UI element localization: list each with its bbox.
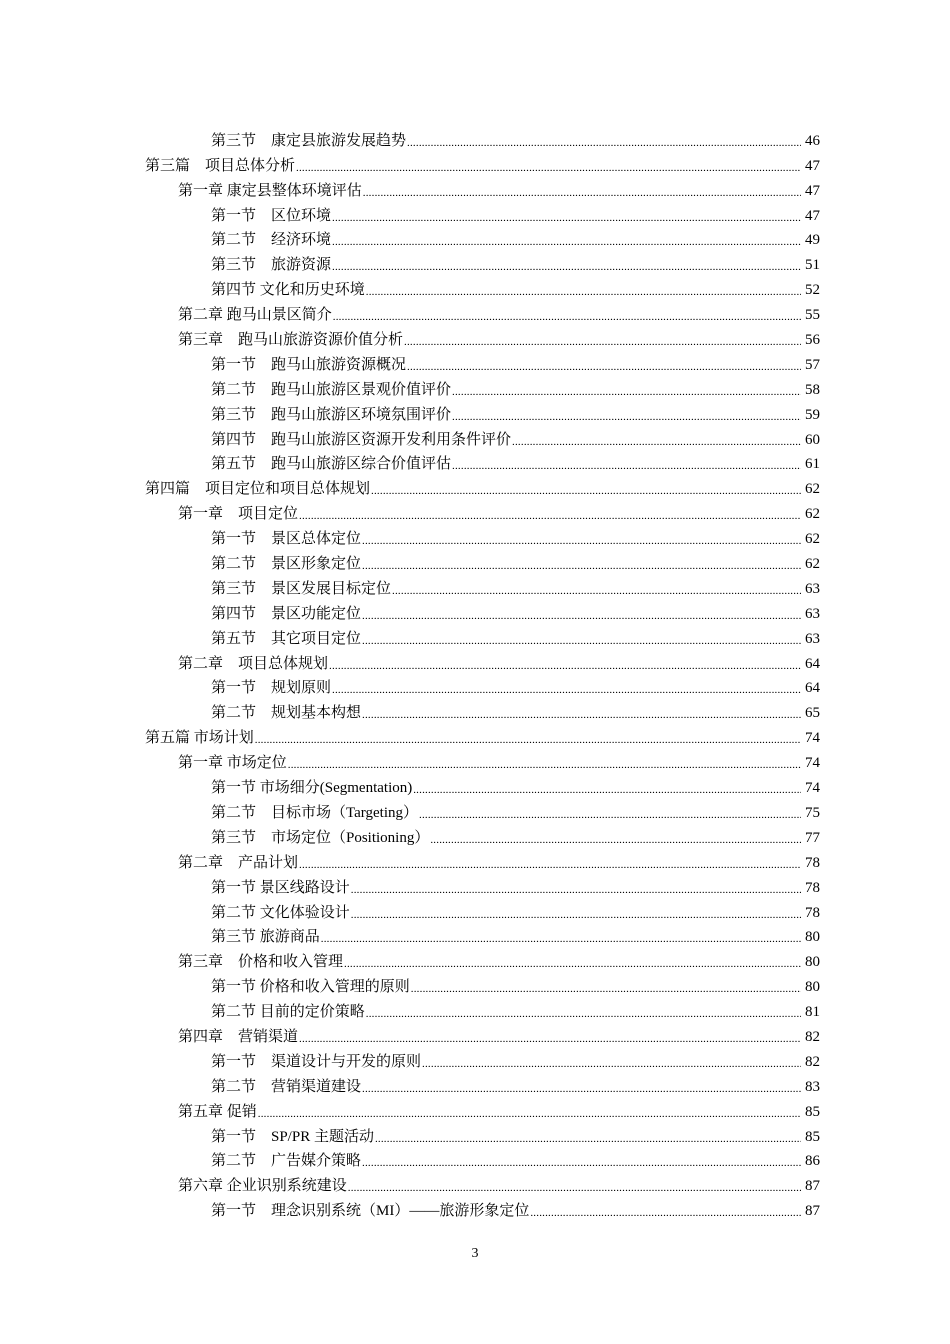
toc-entry[interactable] (0, 1170, 950, 1195)
toc-entry-title: 第四篇 项目定位和项目总体规划 (145, 481, 371, 498)
toc-entry-page-number: 63 (805, 630, 820, 647)
toc-entry-title: 第二节 经济环境 (211, 232, 332, 249)
dot-leader (430, 833, 801, 847)
toc-entry[interactable] (0, 822, 950, 847)
toc-entry-page-number: 62 (805, 531, 820, 548)
toc-entry-title: 第二节 景区形象定位 (211, 556, 362, 573)
toc-entry-page-number: 80 (805, 954, 820, 971)
toc-entry-title: 第一节 景区总体定位 (211, 531, 362, 548)
dot-leader (362, 609, 801, 623)
toc-entry-page-number: 74 (805, 730, 820, 747)
toc-entry[interactable] (0, 299, 950, 324)
dot-leader (407, 360, 801, 374)
dot-leader (333, 310, 801, 324)
dot-leader (299, 1032, 801, 1046)
toc-entry-title: 第四节 文化和历史环境 (211, 282, 365, 299)
toc-entry[interactable] (0, 722, 950, 747)
toc-entry[interactable] (0, 996, 950, 1021)
dot-leader (422, 1057, 801, 1071)
toc-entry-page-number: 86 (805, 1153, 820, 1170)
toc-entry-title: 第六章 企业识别系统建设 (178, 1178, 347, 1195)
toc-entry[interactable] (0, 971, 950, 996)
dot-leader (375, 1132, 801, 1146)
toc-entry-title: 第四节 跑马山旅游区资源开发利用条件评价 (211, 431, 512, 448)
toc-entry-title: 第二节 规划基本构想 (211, 705, 362, 722)
toc-entry-page-number: 87 (805, 1203, 820, 1220)
toc-entry[interactable] (0, 175, 950, 200)
dot-leader (332, 260, 801, 274)
dot-leader (452, 459, 801, 473)
toc-entry-title: 第三节 跑马山旅游区环境氛围评价 (211, 406, 452, 423)
toc-entry-title: 第一章 市场定位 (178, 755, 287, 772)
toc-entry-title: 第三节 景区发展目标定位 (211, 580, 392, 597)
dot-leader (512, 435, 801, 449)
toc-entry-page-number: 57 (805, 356, 820, 373)
dot-leader (362, 708, 801, 722)
toc-entry-page-number: 78 (805, 879, 820, 896)
toc-entry-page-number: 61 (805, 456, 820, 473)
dot-leader (366, 285, 801, 299)
toc-entry[interactable] (0, 648, 950, 673)
toc-entry-page-number: 74 (805, 780, 820, 797)
toc-entry-title: 第二章 项目总体规划 (178, 655, 329, 672)
toc-entry-page-number: 65 (805, 705, 820, 722)
dot-leader (321, 932, 801, 946)
toc-entry-page-number: 85 (805, 1128, 820, 1145)
toc-entry[interactable] (0, 473, 950, 498)
toc-entry-title: 第一节 跑马山旅游资源概况 (211, 356, 407, 373)
toc-entry[interactable] (0, 374, 950, 399)
toc-entry-title: 第三节 康定县旅游发展趋势 (211, 132, 407, 149)
toc-entry-page-number: 62 (805, 481, 820, 498)
dot-leader (258, 1107, 801, 1121)
toc-entry[interactable] (0, 623, 950, 648)
dot-leader (366, 1007, 801, 1021)
toc-entry[interactable] (0, 797, 950, 822)
toc-entry-title: 第二章 产品计划 (178, 854, 299, 871)
toc-entry-title: 第四节 景区功能定位 (211, 605, 362, 622)
toc-entry-page-number: 82 (805, 1028, 820, 1045)
dot-leader (363, 186, 801, 200)
toc-entry[interactable] (0, 349, 950, 374)
toc-entry-page-number: 75 (805, 804, 820, 821)
dot-leader (255, 733, 801, 747)
toc-entry[interactable] (0, 598, 950, 623)
toc-entry-title: 第三节 市场定位（Positioning） (211, 829, 430, 846)
toc-entry-page-number: 83 (805, 1078, 820, 1095)
toc-entry-page-number: 47 (805, 182, 820, 199)
toc-entry-title: 第五节 其它项目定位 (211, 630, 362, 647)
dot-leader (362, 1156, 801, 1170)
toc-entry[interactable] (0, 274, 950, 299)
toc-entry-page-number: 46 (805, 132, 820, 149)
toc-entry-page-number: 82 (805, 1053, 820, 1070)
dot-leader (362, 1082, 801, 1096)
toc-entry[interactable] (0, 324, 950, 349)
dot-leader (452, 410, 801, 424)
toc-entry-title: 第二节 文化体验设计 (211, 904, 350, 921)
toc-entry[interactable] (0, 697, 950, 722)
toc-entry-page-number: 55 (805, 307, 820, 324)
table-of-contents (0, 125, 950, 1220)
toc-entry[interactable] (0, 523, 950, 548)
toc-entry-page-number: 80 (805, 979, 820, 996)
toc-entry-page-number: 78 (805, 904, 820, 921)
dot-leader (329, 659, 801, 673)
toc-entry-page-number: 74 (805, 755, 820, 772)
toc-entry-title: 第一章 康定县整体环境评估 (178, 182, 362, 199)
toc-entry[interactable] (0, 498, 950, 523)
toc-entry-page-number: 77 (805, 829, 820, 846)
toc-entry-page-number: 47 (805, 207, 820, 224)
toc-entry-title: 第三节 旅游资源 (211, 257, 332, 274)
dot-leader (419, 808, 801, 822)
toc-entry-title: 第五节 跑马山旅游区综合价值评估 (211, 456, 452, 473)
toc-entry-title: 第一节 市场细分(Segmentation) (211, 780, 413, 797)
toc-entry-page-number: 49 (805, 232, 820, 249)
toc-entry-page-number: 80 (805, 929, 820, 946)
toc-entry-title: 第二节 目标市场（Targeting） (211, 804, 418, 821)
toc-entry[interactable] (0, 1195, 950, 1220)
toc-entry-page-number: 81 (805, 1004, 820, 1021)
toc-entry-page-number: 64 (805, 680, 820, 697)
toc-entry[interactable] (0, 200, 950, 225)
toc-entry[interactable] (0, 249, 950, 274)
dot-leader (452, 385, 801, 399)
toc-entry[interactable] (0, 922, 950, 947)
toc-entry-title: 第一节 SP/PR 主题活动 (211, 1128, 374, 1145)
toc-entry-title: 第一节 理念识别系统（MI）——旅游形象定位 (211, 1203, 530, 1220)
toc-entry-title: 第五章 促销 (178, 1103, 257, 1120)
dot-leader (351, 883, 801, 897)
toc-entry-title: 第三篇 项目总体分析 (145, 157, 296, 174)
toc-entry[interactable] (0, 872, 950, 897)
toc-entry-page-number: 78 (805, 854, 820, 871)
toc-entry[interactable] (0, 1096, 950, 1121)
toc-entry-title: 第四章 营销渠道 (178, 1028, 299, 1045)
toc-entry[interactable] (0, 747, 950, 772)
dot-leader (392, 584, 801, 598)
toc-entry-title: 第一节 渠道设计与开发的原则 (211, 1053, 422, 1070)
toc-entry-title: 第一章 项目定位 (178, 506, 299, 523)
toc-entry-page-number: 52 (805, 282, 820, 299)
toc-entry[interactable] (0, 1146, 950, 1171)
toc-entry[interactable] (0, 225, 950, 250)
toc-entry-title: 第三章 价格和收入管理 (178, 954, 344, 971)
dot-leader (332, 683, 801, 697)
toc-entry-page-number: 60 (805, 431, 820, 448)
toc-entry-page-number: 62 (805, 506, 820, 523)
toc-entry[interactable] (0, 847, 950, 872)
dot-leader (411, 982, 801, 996)
toc-entry-title: 第二章 跑马山景区简介 (178, 307, 332, 324)
dot-leader (332, 211, 801, 225)
toc-entry[interactable] (0, 946, 950, 971)
dot-leader (332, 235, 801, 249)
toc-entry[interactable] (0, 125, 950, 150)
toc-entry-page-number: 56 (805, 332, 820, 349)
dot-leader (530, 1206, 801, 1220)
toc-entry[interactable] (0, 1021, 950, 1046)
page-number: 3 (471, 1246, 479, 1261)
toc-entry-title: 第三章 跑马山旅游资源价值分析 (178, 332, 404, 349)
dot-leader (351, 908, 801, 922)
dot-leader (362, 559, 801, 573)
dot-leader (407, 136, 801, 150)
toc-entry[interactable] (0, 1046, 950, 1071)
toc-entry[interactable] (0, 449, 950, 474)
toc-entry-title: 第一节 价格和收入管理的原则 (211, 979, 410, 996)
toc-entry-page-number: 87 (805, 1178, 820, 1195)
toc-entry-page-number: 51 (805, 257, 820, 274)
dot-leader (413, 783, 801, 797)
toc-entry-page-number: 63 (805, 605, 820, 622)
dot-leader (296, 161, 801, 175)
toc-entry-page-number: 63 (805, 580, 820, 597)
toc-entry[interactable] (0, 573, 950, 598)
dot-leader (371, 484, 801, 498)
toc-entry-title: 第二节 广告媒介策略 (211, 1153, 362, 1170)
dot-leader (362, 534, 801, 548)
toc-entry[interactable] (0, 1071, 950, 1096)
toc-entry[interactable] (0, 772, 950, 797)
toc-entry[interactable] (0, 150, 950, 175)
toc-entry[interactable] (0, 399, 950, 424)
toc-entry-title: 第二节 目前的定价策略 (211, 1004, 365, 1021)
toc-entry[interactable] (0, 1121, 950, 1146)
dot-leader (299, 858, 801, 872)
toc-entry[interactable] (0, 897, 950, 922)
toc-entry-page-number: 85 (805, 1103, 820, 1120)
toc-entry-title: 第一节 区位环境 (211, 207, 332, 224)
toc-entry-page-number: 62 (805, 556, 820, 573)
toc-entry-title: 第二节 营销渠道建设 (211, 1078, 362, 1095)
toc-entry-title: 第二节 跑马山旅游区景观价值评价 (211, 381, 452, 398)
dot-leader (288, 758, 801, 772)
toc-entry-title: 第三节 旅游商品 (211, 929, 320, 946)
dot-leader (299, 509, 801, 523)
toc-entry[interactable] (0, 673, 950, 698)
toc-entry-title: 第一节 规划原则 (211, 680, 332, 697)
toc-entry[interactable] (0, 548, 950, 573)
toc-entry[interactable] (0, 424, 950, 449)
dot-leader (348, 1181, 801, 1195)
toc-entry-page-number: 58 (805, 381, 820, 398)
dot-leader (344, 957, 801, 971)
dot-leader (404, 335, 801, 349)
toc-entry-page-number: 59 (805, 406, 820, 423)
toc-entry-page-number: 47 (805, 157, 820, 174)
toc-entry-page-number: 64 (805, 655, 820, 672)
toc-entry-title: 第五篇 市场计划 (145, 730, 254, 747)
dot-leader (362, 634, 801, 648)
toc-entry-title: 第一节 景区线路设计 (211, 879, 350, 896)
